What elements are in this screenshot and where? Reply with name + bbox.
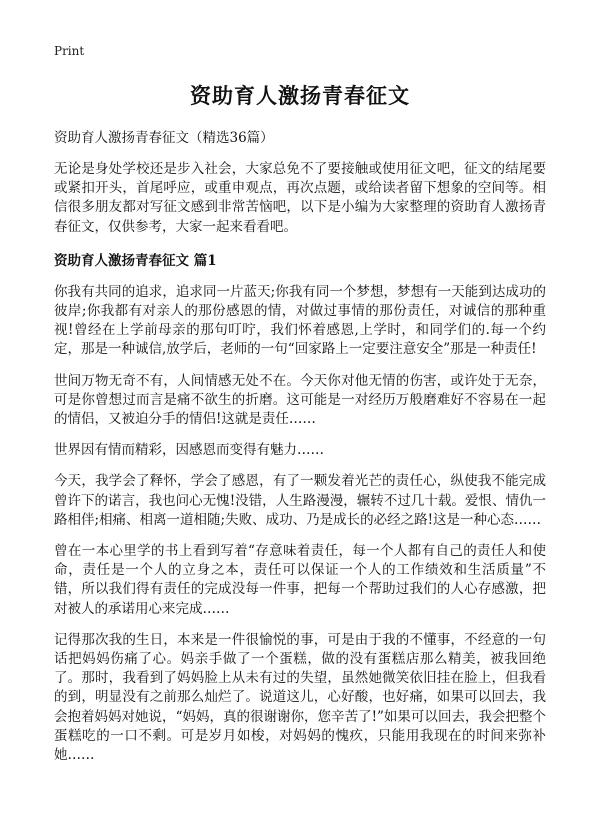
document-page bbox=[54, 42, 546, 765]
page-title: 资助育人激扬青春征文 bbox=[190, 83, 410, 108]
body-paragraph-5: 曾在一本心里学的书上看到写着“存意味着责任，每一个人都有自己的责任人和使命，责任是一个人的立身之本，责任可以保证一个人的工作绩效和生活质量”不错，所以我们得有责任的完成没每一件事，把每一个帮助过我们的人心存感激，把对被人的承诺用心来完成…… bbox=[54, 543, 546, 617]
body-paragraph-4: 今天，我学会了释怀，学会了感恩，有了一颗发着光芒的责任心，纵使我不能完成曾许下的诺言，我也问心无愧!没错，人生路漫漫，辗转不过几十载。爱恨、情仇一路相伴;相痛、相离一道相随;失败、成功、乃是成长的必经之路!这是一种心态…… bbox=[54, 473, 546, 528]
section-heading: 资助育人激扬青春征文 篇1 bbox=[54, 252, 217, 269]
intro-paragraph: 无论是身处学校还是步入社会，大家总免不了要接触或使用征文吧，征文的结尾要或紧扣开头，首尾呼应，或重申观点，再次点题，或给读者留下想象的空间等。相信很多朋友都对写征文感到非常苦恼吧，以下是小编为大家整理的资助育人激扬青春征文，仅供参考，大家一起来看看吧。 bbox=[54, 161, 546, 235]
body-paragraph-2: 世间万物无奇不有，人间情感无处不在。今天你对他无情的伤害，或许处于无奈，可是你曾想过而言是痛不欲生的折磨。这可能是一对经历万般磨难好不容易在一起的情侣，又被迫分手的情侣!这就是责任…… bbox=[54, 372, 546, 428]
print-link[interactable]: Print bbox=[54, 44, 85, 58]
body-paragraph-6: 记得那次我的生日，本来是一件很愉悦的事，可是由于我的不懂事，不经意的一句话把妈妈伤痛了心。妈亲手做了一个蛋糕，做的没有蛋糕店那么精美，被我回绝了。那时，我看到了妈妈脸上从未有过的失望，虽然她微笑依旧挂在脸上，但我看的到，明显没有之前那么灿烂了。说道这儿，心好酸，也好痛，如果可以回去，我会抱着妈妈对她说，“妈妈，真的很谢谢你，您辛苦了!”如果可以回去，我会把整个蛋糕吃的一口不剩。可是岁月如梭，对妈妈的愧疚，只能用我现在的时间来弥补她…… bbox=[54, 631, 546, 764]
document-subtitle: 资助育人激扬青春征文（精选36篇） bbox=[54, 130, 274, 146]
body-paragraph-3: 世界因有情而精彩，因感恩而变得有魅力…… bbox=[54, 442, 324, 459]
body-paragraph-1: 你我有共同的追求，追求同一片蓝天;你我有同一个梦想，梦想有一天能到达成功的彼岸;你我都有对亲人的那份感恩的情，对做过事情的那份责任，对诚信的那种重视!曾经在上学前母亲的那句叮咛，我们怀着感恩,上学时，和同学们的.每一个约定，那是一种诚信,放学后，老师的一句“回家路上一定要注意安全”那是一种责任! bbox=[54, 283, 546, 358]
